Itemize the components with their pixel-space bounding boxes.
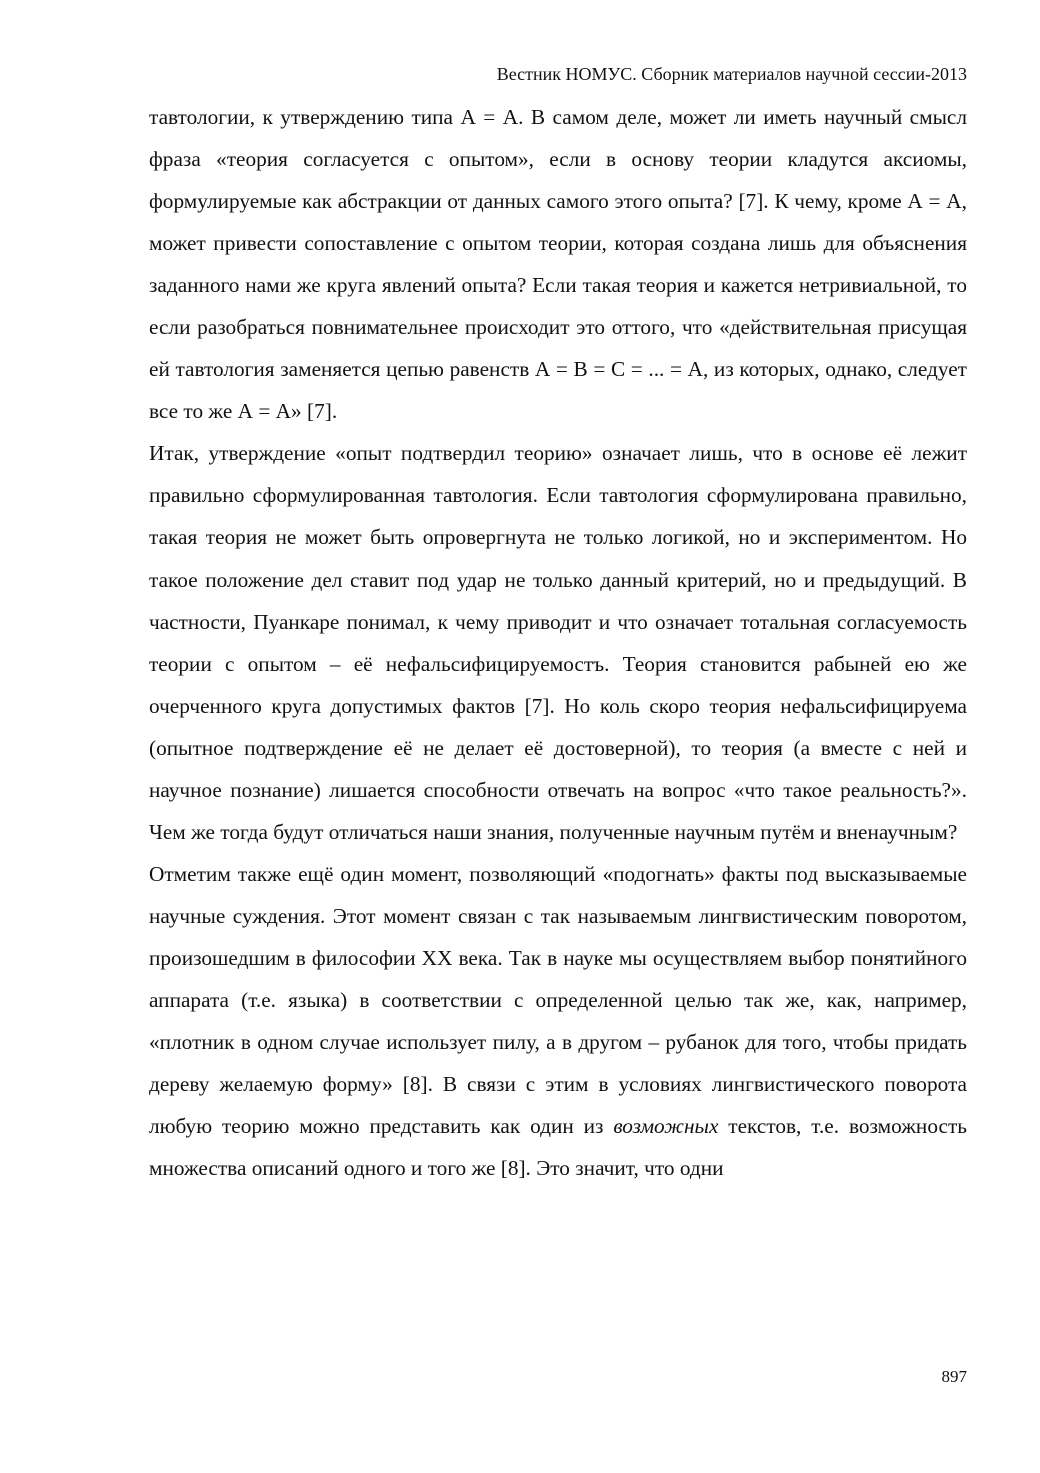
page-number: 897 — [941, 1367, 967, 1386]
paragraph-falsifiability: Итак, утверждение «опыт подтвердил теорию» означает лишь, что в основе её лежит правильно сформулированная тавтология. Если тавтология сформулирована правильно, такая теория не может быть опровергнута не только логикой, но и экспериментом. Но такое положение дел ставит под удар не только данный критерий, но и предыдущий. В частности, Пуанкаре понимал, к чему приводит и что означает тотальная согласуемость теории с опытом – её нефальсифицируемостъ. Теория становится рабыней ею же очерченного круга допустимых фактов [7]. Но коль скоро теория нефальсифицируема (опытное подтверждение её не делает её достоверной), то теория (а вместе с ней и научное познание) лишается способности отвечать на вопрос «что такое реальность?». Чем же тогда будут отличаться наши знания, полученные научным путём и вненаучным? — [149, 441, 967, 844]
paragraph-tautology: тавтологии, к утверждению типа А = А. В самом деле, может ли иметь научный смысл фраза «теория согласуется с опытом», если в основу теории кладутся аксиомы, формулируемые как абстракции от данных самого этого опыта? [7]. К чему, кроме А = А, может привести сопоставление с опытом теории, которая создана лишь для объяснения заданного нами же круга явлений опыта? Если такая теория и кажется нетривиальной, то если разобраться повнимательнее происходит это оттого, что «действительная присущая ей тавтология заменяется цепью равенств А = В = С = ... = А, из которых, однако, следует все то же А = А» [7]. — [149, 105, 967, 424]
emphasized-word: возможных — [613, 1114, 719, 1139]
paragraph-linguistic-turn — [149, 853, 967, 1189]
paragraph-text-before-emphasis: Отметим также ещё один момент, позволяющий «подогнать» факты под высказываемые научные суждения. Этот момент связан с так называемым лингвистическим поворотом, произошедшим в философии XX века. Так в науке мы осуществляем выбор понятийного аппарата (т.е. языка) в соответствии с определенной целью так же, как, например, «плотник в одном случае использует пилу, а в другом – рубанок для того, чтобы придать дереву желаемую форму» [8]. В связи с этим в условиях лингвистического поворота любую теорию можно представить как один из — [149, 861, 967, 1139]
body-text — [149, 96, 967, 1189]
running-header: Вестник НОМУС. Сборник материалов научной сессии-2013 — [496, 64, 967, 84]
paragraph-text-after-emphasis: текстов, т.е. возможность множества описаний одного и того же [8]. Это значит, что одни — [149, 1114, 967, 1181]
